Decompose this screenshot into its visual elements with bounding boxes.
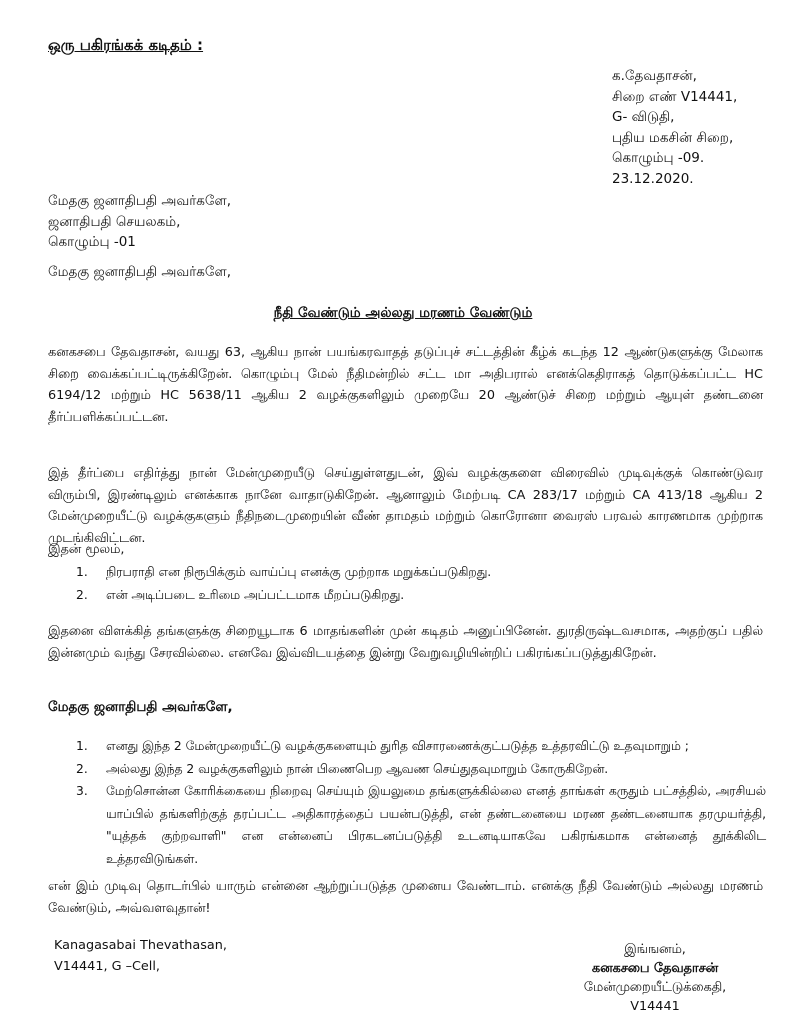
signature-name: Kanagasabai Thevathasan, [54, 938, 227, 953]
body-paragraph: இத் தீர்ப்பை எதிர்த்து நான் மேன்முறையீடு செய்துள்ளதுடன், இவ் வழக்குகளை விரைவில் முடிவுக்குக் கொண்டுவர விரும்பி, இரண்டிலும் எனக்காக நானே வாதாடுகிறேன். ஆனாலும் மேற்படி CA 283/17 மற்றும் CA 413/18 ஆகிய 2 மேன்முறையீட்டு வழக்குகளும் நீதிநடைமுறையின் வீண் தாமதம் மற்றும் கொரோனா வைரஸ் பரவல் காரணமாக முற்றாக முடங்கிவிட்டன. [48, 466, 763, 546]
sender-line: கொழும்பு -09. [612, 150, 705, 166]
letter-date: 23.12.2020. [612, 170, 694, 187]
list-text: எனது இந்த 2 மேன்முறையீட்டு வழக்குகளையும் துரித விசாரணைக்குட்படுத்த உத்தரவிட்டு உதவுமாறும் ; [106, 739, 689, 753]
signature-id: V14441, G –Cell, [54, 958, 160, 974]
sender-address [612, 66, 737, 189]
recipient-line: மேதகு ஜனாதிபதி அவர்களே, [48, 193, 231, 209]
list-intro: இதன் மூலம், [48, 542, 125, 557]
signature-designation: மேன்முறையீட்டுக்கைதி, V14441 [583, 980, 727, 1014]
consequences-list [76, 561, 766, 606]
list-text: அல்லது இந்த 2 வழக்குகளிலும் நான் பிணைபெற ஆவண செய்துதவுமாறும் கோருகிறேன். [106, 761, 609, 776]
sender-line: க.தேவதாசன், [612, 68, 697, 84]
list-text: என் அடிப்படை உரிமை அப்பட்டமாக மீறப்படுகிறது. [106, 587, 405, 602]
list-item [76, 780, 766, 870]
list-item [76, 758, 766, 781]
signature-closing: இங்ஙனம், [624, 942, 686, 957]
list-item [76, 735, 766, 758]
list-text: நிரபராதி என நிரூபிக்கும் வாய்ப்பு எனக்கு முற்றாக மறுக்கப்படுகிறது. [106, 565, 492, 579]
sender-line: புதிய மகசின் சிறை, [612, 129, 734, 146]
letter-subject: நீதி வேண்டும் அல்லது மரணம் வேண்டும் [273, 305, 533, 321]
body-paragraph: கனகசபை தேவதாசன், வயது 63, ஆகிய நான் பயங்கரவாதத் தடுப்புச் சட்டத்தின் கீழ்க் கடந்த 12 ஆண்டுகளுக்கு மேலாக சிறை வைக்கப்பட்டிருக்கிறேன். கொழும்பு மேல் நீதிமன்றில் சட்ட மா அதிபரால் எனக்கெதிராகத் தொடுக்கப்பட்ட HC 6194/12 மற்றும் HC 5638/11 ஆகிய 2 வழக்குகளிலும் முறையே 20 ஆண்டுச் சிறை மற்றும் ஆயுள் தண்டனை தீர்ப்பளிக்கப்பட்டன. [48, 345, 763, 425]
list-text: மேற்சொன்ன கோரிக்கையை நிறைவு செய்யும் இயலுமை தங்களுக்கில்லை எனத் தாங்கள் கருதும் பட்சத்தில், அரசியல் யாப்பில் தங்களிற்குத் தரப்பட்ட அதிகாரத்தைப் பயன்படுத்தி, என் தண்டனையை மரண தண்டனையாக தரமுயர்த்தி, "யுத்தக் குற்றவாளி" என என்னைப் பிரகடனப்படுத்தி உடனடியாகவே பகிரங்கமாக என்னைத் தூக்கிலிட உத்தரவிடுங்கள். [106, 784, 766, 866]
tamil-signature [560, 940, 750, 1016]
list-number: 2. [76, 587, 88, 602]
salutation: மேதகு ஜனாதிபதி அவர்களே, [48, 264, 231, 280]
salutation-bold: மேதகு ஜனாதிபதி அவர்களே, [48, 699, 233, 715]
list-item [76, 561, 766, 584]
list-number: 3. [76, 784, 88, 798]
recipient-line: ஜனாதிபதி செயலகம், [48, 213, 181, 230]
english-signature [54, 936, 227, 977]
sender-line: சிறை எண் V14441, [612, 88, 738, 105]
body-paragraph: இதனை விளக்கித் தங்களுக்கு சிறையூடாக 6 மாதங்களின் முன் கடிதம் அனுப்பினேன். துரதிருஷ்டவசமாக, அதற்குப் பதில் இன்னமும் வந்து சேரவில்லை. எனவே இவ்விடயத்தை இன்று வேறுவழியின்றிப் பகிரங்கப்படுத்துகிறேன். [48, 624, 763, 661]
requests-list [76, 735, 766, 870]
list-number: 1. [76, 565, 88, 579]
list-number: 2. [76, 761, 88, 776]
closing-paragraph: என் இம் முடிவு தொடர்பில் யாரும் என்னை ஆற்றுப்படுத்த முனைய வேண்டாம். எனக்கு நீதி வேண்டும் அல்லது மரணம் வேண்டும், அவ்வளவுதான்! [48, 879, 763, 916]
list-number: 1. [76, 739, 88, 753]
letter-heading: ஒரு பகிரங்கக் கடிதம் : [48, 36, 204, 54]
recipient-line: கொழும்பு -01 [48, 234, 136, 250]
recipient-address [48, 191, 231, 253]
signature-name: கனகசபை தேவதாசன் [591, 961, 719, 976]
list-item [76, 584, 766, 607]
sender-line: G- விடுதி, [612, 109, 675, 125]
